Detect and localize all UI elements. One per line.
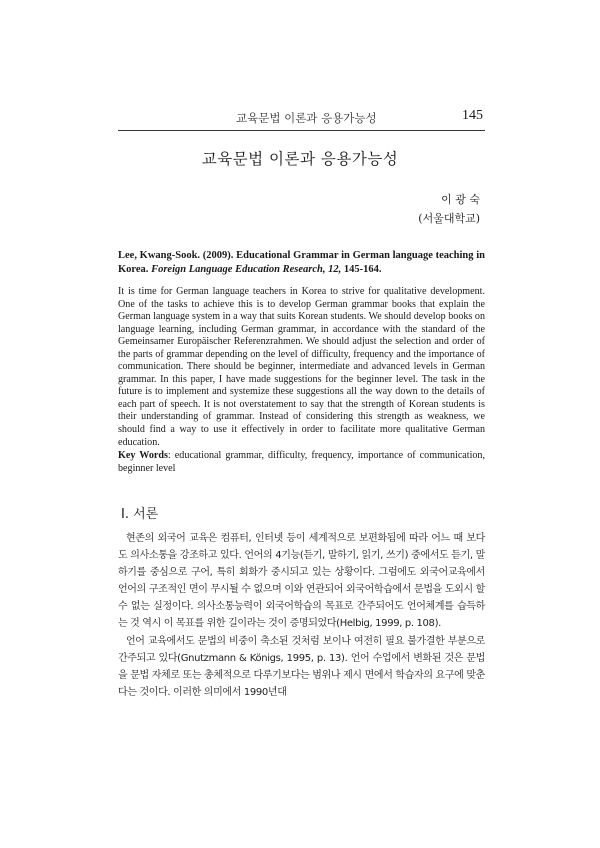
body-text <box>118 530 485 701</box>
author-block <box>418 190 480 228</box>
abstract: It is time for German language teachers in Korea to strive for qualitative development. One of the tasks to achieve this is to develop German grammar books that explain the German language system in a way that suits Korean students. We should develop books on language learning, including German grammar, in accordance with the standard of the Gemeinsamer Europäischer Referenzrahmen. We should adjust the selection and order of the parts of grammar depending on the level of difficulty, frequency and the importance of communication. There should be beginner, intermediate and advanced levels in German grammar. In this paper, I have made suggestions for the beginner level. The task in the future is to implement and systemize these suggestions all the way down to the details of each part of speech. It is not overstatement to say that the strength of Korean students is their understanding of grammar. Instead of considering this strength as weakness, we should find a way to use it effectively in order to facilitate more qualitative German education. <box>118 286 485 448</box>
author-affiliation: (서울대학교) <box>418 212 480 225</box>
running-title: 교육문법 이론과 응용가능성 <box>236 111 377 125</box>
author-name: 이 광 숙 <box>441 193 480 206</box>
page-number: 145 <box>462 108 483 123</box>
paper-title: 교육문법 이론과 응용가능성 <box>201 150 399 168</box>
running-header <box>118 108 485 131</box>
citation-text: Lee, Kwang-Sook. (2009). Educational Grammar in German language teaching in Korea. <box>118 250 485 275</box>
keywords-text: : educational grammar, difficulty, frequency, importance of communication, beginner level <box>118 450 485 474</box>
body-paragraph-1: 현존의 외국어 교육은 컴퓨터, 인터넷 등이 세계적으로 보편화됨에 따라 어느 때 보다도 의사소통을 강조하고 있다. 언어의 4기능(듣기, 말하기, 읽기, 쓰기) 중에서도 듣기, 말하기를 중심으로 구어, 특히 회화가 중시되고 있는 상황이다. 그럼에도 외국어교육에서 언어의 구조적인 면이 무시될 수 없으며 이와 연관되어 외국어학습에서 문법을 도외시 할 수 없는 실정이다. 의사소통능력이 외국어학습의 목표로 간주되어도 언어체계를 습득하는 것 역시 이 목표를 위한 길이라는 것이 증명되었다(Helbig, 1999, p. 108). <box>118 533 485 630</box>
keywords <box>118 450 485 475</box>
keywords-label: Key Words <box>118 450 168 461</box>
citation-journal: Foreign Language Education Research, 12, <box>151 263 342 275</box>
citation <box>118 249 485 276</box>
body-paragraph-2: 언어 교육에서도 문법의 비중이 축소된 것처럼 보이나 여전히 필요 불가결한 부분으로 간주되고 있다(Gnutzmann & Königs, 1995, p. 13). 언어 수업에서 변화된 것은 문법을 문법 자체로 또는 총체적으로 다루기보다는 범위나 제시 면에서 학습자의 요구에 맞춘다는 것이다. 이러한 의미에서 1990년대 <box>118 635 485 698</box>
citation-pages: 145-164. <box>341 263 382 275</box>
section-heading: Ⅰ. 서론 <box>121 507 159 522</box>
